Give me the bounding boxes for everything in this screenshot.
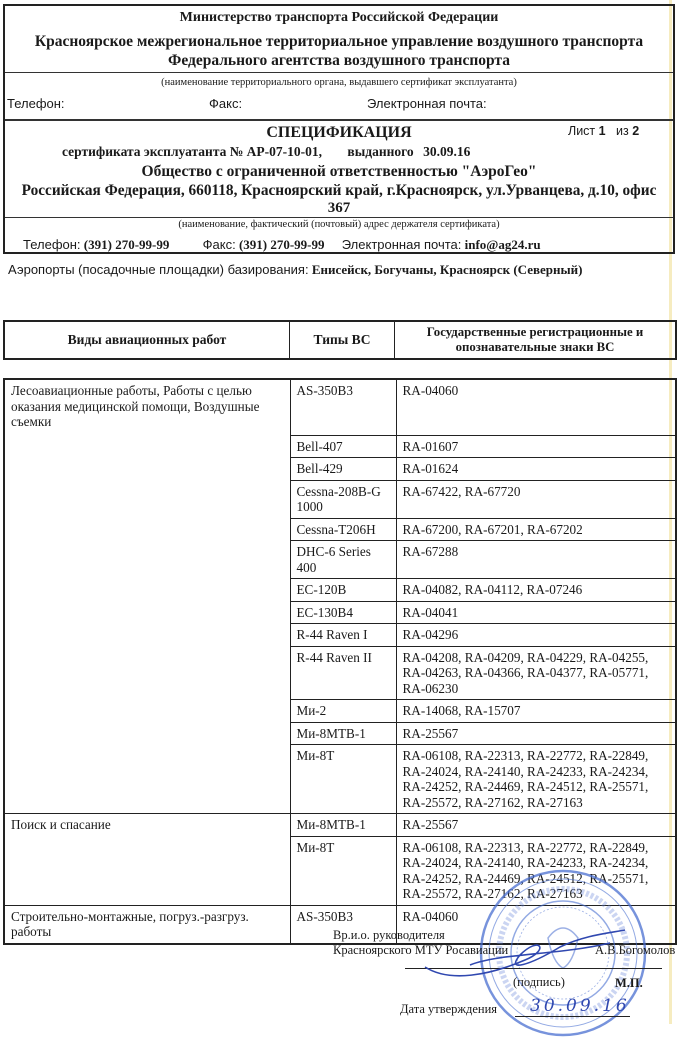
column-header-work-types: Виды авиационных работ	[4, 321, 290, 359]
holder-fax: (391) 270-99-99	[238, 237, 325, 252]
registration-cell: RA-04041	[396, 601, 676, 624]
aircraft-type-cell: EC-120B	[290, 579, 396, 602]
certificate-line: сертификата эксплуатанта № АР-07-10-01, выданного 30.09.16	[62, 144, 471, 159]
aircraft-type-cell: Ми-8Т	[290, 745, 396, 814]
holder-caption: (наименование, фактический (почтовый) адрес держателя сертификата)	[178, 219, 500, 230]
registration-cell: RA-04060	[396, 379, 676, 435]
ministry-title: Министерство транспорта Российской Федерации	[179, 10, 499, 25]
aircraft-type-cell: Ми-2	[290, 700, 396, 723]
registration-cell: RA-67200, RA-67201, RA-67202	[396, 518, 676, 541]
sheet-total: 2	[632, 124, 640, 138]
aircraft-table	[3, 378, 677, 945]
registration-cell: RA-25567	[396, 814, 676, 837]
registration-cell: RA-06108, RA-22313, RA-22772, RA-22849, RA-24024, RA-24140, RA-24233, RA-24234, RA-24252, RA-24469, RA-24512, RA-25571, RA-25572, RA-27162, RA-27163	[396, 745, 676, 814]
registration-cell: RA-01607	[396, 435, 676, 458]
aircraft-type-cell: Ми-8МТВ-1	[290, 814, 396, 837]
company-name: Общество с ограниченной ответственностью "АэроГео"	[141, 163, 537, 180]
base-airports: Аэропорты (посадочные площадки) базирования: Енисейск, Богучаны, Красноярск (Северный)	[8, 262, 583, 277]
company-address-line1: Российская Федерация, 660118, Красноярский край, г.Красноярск, ул.Урванцева, д.10, офис	[21, 182, 657, 199]
divider	[5, 119, 673, 121]
aircraft-type-cell: EC-130B4	[290, 601, 396, 624]
registration-cell: RA-25567	[396, 722, 676, 745]
table-row	[4, 814, 676, 837]
sheet-indicator: Лист 1 из 2	[568, 124, 640, 138]
certificate-number: сертификата эксплуатанта № АР-07-10-01,	[62, 144, 323, 159]
aircraft-type-cell: DHC-6 Series 400	[290, 541, 396, 579]
sheet-number: 1	[598, 124, 606, 138]
work-type-cell: Поиск и спасание	[4, 814, 290, 906]
approval-date-line	[515, 1016, 630, 1017]
authority-line1: Красноярское межрегиональное территориальное управление воздушного транспорта	[34, 33, 644, 50]
company-address-line2: 367	[327, 200, 351, 216]
aircraft-type-cell: AS-350B3	[290, 905, 396, 944]
aircraft-type-cell: Bell-429	[290, 458, 396, 481]
aircraft-type-cell: Ми-8МТВ-1	[290, 722, 396, 745]
authority-phone-label: Телефон:	[7, 96, 65, 111]
issued-date: 30.09.16	[423, 144, 471, 159]
registration-cell: RA-04082, RA-04112, RA-07246	[396, 579, 676, 602]
holder-contacts: Телефон: (391) 270-99-99 Факс: (391) 270-99-99 Электронная почта: info@ag24.ru	[23, 237, 541, 252]
divider	[5, 72, 673, 73]
authority-line2: Федерального агентства воздушного транспорта	[168, 52, 510, 69]
signature-caption: (подпись)	[513, 975, 565, 989]
registration-cell: RA-06108, RA-22313, RA-22772, RA-22849, RA-24024, RA-24140, RA-24233, RA-24234, RA-24252, RA-24469, RA-24512, RA-25571, RA-25572, RA-27162, RA-27163	[396, 836, 676, 905]
holder-phone: (391) 270-99-99	[83, 237, 170, 252]
registration-cell: RA-04296	[396, 624, 676, 647]
aircraft-type-cell: Ми-8Т	[290, 836, 396, 905]
divider	[5, 217, 673, 218]
signatory-position: Вр.и.о. руководителя Красноярского МТУ Росавиации	[333, 928, 509, 957]
column-header-aircraft-types: Типы ВС	[290, 321, 395, 359]
aircraft-type-cell: Bell-407	[290, 435, 396, 458]
work-type-cell: Строительно-монтажные, погруз.-разгруз. работы	[4, 905, 290, 944]
aircraft-type-cell: AS-350B3	[290, 379, 396, 435]
work-type-cell: Лесоавиационные работы, Работы с целью оказания медицинской помощи, Воздушные съемки	[4, 379, 290, 814]
spec-title: СПЕЦИФИКАЦИЯ	[266, 124, 412, 141]
column-header-registration-marks: Государственные регистрационные и опознавательные знаки ВС	[395, 321, 677, 359]
registration-cell: RA-67288	[396, 541, 676, 579]
registration-cell: RA-01624	[396, 458, 676, 481]
table-row	[4, 379, 676, 435]
approval-date-handwritten: 30.09.16	[530, 996, 630, 1016]
base-airports-value: Енисейск, Богучаны, Красноярск (Северный)	[311, 262, 583, 277]
seal-caption: М.П.	[615, 976, 643, 990]
header-box	[3, 4, 675, 254]
aircraft-type-cell: R-44 Raven I	[290, 624, 396, 647]
registration-cell: RA-14068, RA-15707	[396, 700, 676, 723]
registration-cell: RA-04060	[396, 905, 676, 944]
registration-cell: RA-04208, RA-04209, RA-04229, RA-04255, RA-04263, RA-04366, RA-04377, RA-05771, RA-06230	[396, 646, 676, 700]
aircraft-type-cell: Cessna-T206H	[290, 518, 396, 541]
table-header	[3, 320, 677, 360]
authority-caption: (наименование территориального органа, выдавшего сертификат эксплуатанта)	[161, 77, 517, 88]
approval-date-label: Дата утверждения	[400, 1002, 498, 1016]
aircraft-type-cell: Cessna-208B-G 1000	[290, 480, 396, 518]
authority-email-label: Электронная почта:	[367, 96, 487, 111]
authority-fax-label: Факс:	[209, 96, 243, 111]
holder-email: info@ag24.ru	[464, 237, 541, 252]
aircraft-type-cell: R-44 Raven II	[290, 646, 396, 700]
signatory-name: А.В.Богомолов	[595, 943, 676, 957]
registration-cell: RA-67422, RA-67720	[396, 480, 676, 518]
